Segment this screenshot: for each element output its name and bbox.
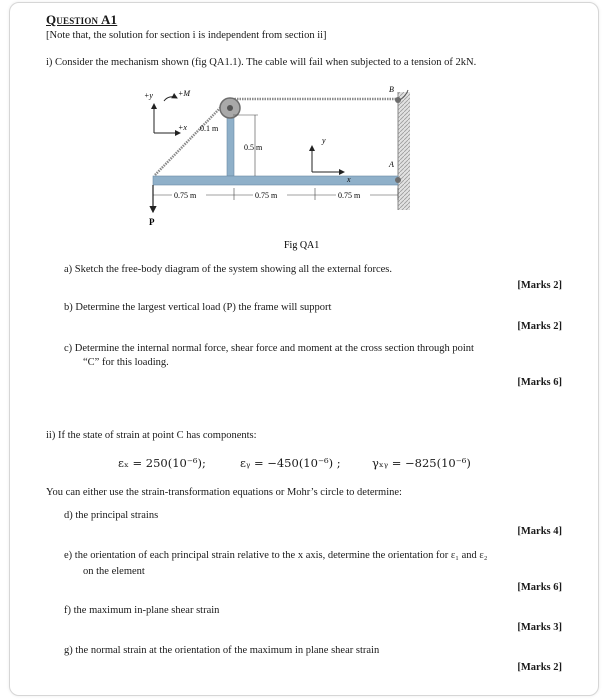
part-i-intro: i) Consider the mechanism shown (fig QA1.1). The cable will fail when subjected to a tension of 2kN. — [46, 57, 477, 68]
pin-a — [395, 177, 401, 183]
height-label: 0.5 m — [244, 143, 263, 152]
local-y-label: y — [322, 136, 326, 145]
part-ii-intro: ii) If the state of strain at point C has components: — [46, 430, 257, 441]
point-b-label: B — [389, 85, 394, 94]
question-c-line1: c) Determine the internal normal force, shear force and moment at the cross section through point — [64, 343, 474, 354]
strain-x: εₓ = 250(10⁻⁶); — [118, 456, 206, 470]
horizontal-beam — [153, 176, 398, 185]
sign-convention — [144, 89, 191, 133]
question-d: d) the principal strains — [64, 510, 159, 521]
strain-y: εᵧ = −450(10⁻⁶) ; — [240, 456, 341, 470]
plus-y-label: +y — [144, 91, 153, 100]
question-g: g) the normal strain at the orientation of the maximum in plane shear strain — [64, 645, 380, 656]
plus-x-label: +x — [178, 123, 187, 132]
seg1-label: 0.75 m — [174, 191, 197, 200]
marks-b: [Marks 2] — [517, 321, 562, 332]
question-b: b) Determine the largest vertical load (P) the frame will support — [64, 302, 332, 313]
question-e-line2: on the element — [83, 566, 145, 577]
method-text: You can either use the strain-transformation equations or Mohr’s circle to determine: — [46, 487, 402, 498]
question-e-line1: e) the orientation of each principal strain relative to the x axis, determine the orientation for ε₁ and ε₂ — [64, 550, 488, 561]
vertical-post — [227, 110, 234, 176]
plus-m-label: +M — [178, 89, 191, 98]
radius-label: 0.1 m — [200, 124, 219, 133]
question-c-line2: “C” for this loading. — [83, 357, 169, 368]
cable-lower — [155, 106, 222, 175]
marks-g: [Marks 2] — [517, 662, 562, 673]
plus-m-arrow — [164, 97, 177, 101]
figure-caption: Fig QA1 — [284, 240, 320, 251]
question-title: Question A1 — [46, 12, 118, 27]
note-text: [Note that, the solution for section i is independent from section ii] — [46, 30, 327, 41]
marks-f: [Marks 3] — [517, 622, 562, 633]
question-f: f) the maximum in-plane shear strain — [64, 605, 220, 616]
wall-support — [398, 92, 410, 210]
seg2-label: 0.75 m — [255, 191, 278, 200]
local-x-label: x — [347, 175, 351, 184]
marks-e: [Marks 6] — [517, 582, 562, 593]
marks-d: [Marks 4] — [517, 526, 562, 537]
pulley-hub — [227, 105, 233, 111]
seg3-label: 0.75 m — [338, 191, 361, 200]
marks-c: [Marks 6] — [517, 377, 562, 388]
question-a: a) Sketch the free-body diagram of the system showing all the external forces. — [64, 264, 393, 275]
strain-xy: γₓᵧ = −825(10⁻⁶) — [372, 456, 471, 470]
load-p-label: P — [149, 217, 155, 227]
mechanism-figure — [0, 0, 608, 260]
marks-a: [Marks 2] — [517, 280, 562, 291]
point-a-label: A — [389, 160, 394, 169]
